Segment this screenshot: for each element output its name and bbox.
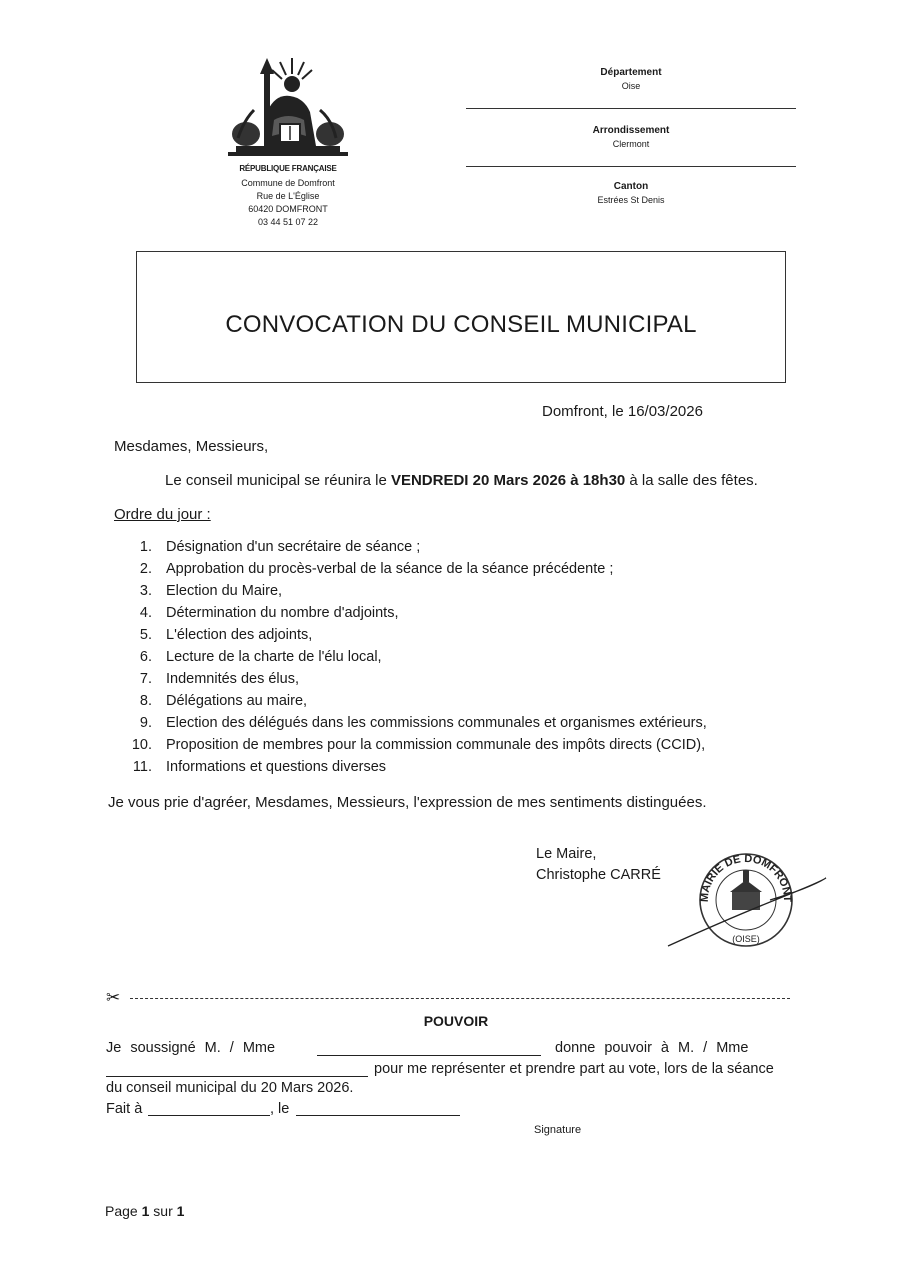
canton-label: Canton [613, 181, 649, 192]
divider-line [466, 166, 796, 167]
agenda-item-number: 5. [139, 627, 152, 643]
date-blank[interactable] [296, 1101, 460, 1116]
intro-text-before: Le conseil municipal se réunira le [165, 472, 391, 489]
scissors-icon: ✂ [106, 988, 121, 1007]
marianne-emblem [224, 50, 352, 162]
agenda-item: Approbation du procès-verbal de la séance de la séance précédente ; [166, 561, 614, 577]
address-line-phone: 03 44 51 07 22 [257, 217, 319, 227]
agenda-heading: Ordre du jour : [114, 506, 211, 523]
agenda-item: Délégations au maire, [166, 693, 308, 709]
agenda-item: Proposition de membres pour la commission communale des impôts directs (CCID), [166, 737, 706, 753]
agenda-item-number: 6. [139, 649, 152, 665]
mairie-stamp [660, 848, 840, 954]
agenda-item: L'élection des adjoints, [166, 627, 313, 643]
page-indicator [105, 1203, 184, 1219]
pouvoir-line1-end: donne pouvoir à M. / Mme [555, 1040, 749, 1056]
agenda-item-number: 2. [139, 561, 152, 577]
divider-line [466, 108, 796, 109]
address-line-postcode: 60420 DOMFRONT [248, 204, 328, 214]
republique-francaise-label: RÉPUBLIQUE FRANÇAISE [239, 164, 337, 173]
agenda-item-number: 10. [131, 737, 152, 753]
agenda-item-number: 1. [139, 539, 152, 555]
page-total: 1 [176, 1203, 185, 1219]
agenda-item: Détermination du nombre d'adjoints, [166, 605, 399, 621]
mandant-name-blank[interactable] [317, 1041, 541, 1056]
signatory-role: Le Maire, [536, 846, 597, 862]
page-number: 1 [141, 1203, 150, 1219]
closing-formula: Je vous prie d'agréer, Mesdames, Messieurs, l'expression de mes sentiments distinguées. [108, 794, 707, 811]
intro-text-after: à la salle des fêtes. [625, 472, 758, 489]
signature-label: Signature [534, 1124, 582, 1136]
agenda-item-number: 8. [139, 693, 152, 709]
agenda-item-number: 7. [139, 671, 152, 687]
agenda-item: Election des délégués dans les commissions communales et organismes extérieurs, [166, 715, 707, 731]
signatory-name: Christophe CARRÉ [536, 867, 661, 883]
place-blank[interactable] [148, 1101, 270, 1116]
stamp-text-bottom: (OISE) [732, 934, 760, 944]
agenda-item: Indemnités des élus, [166, 671, 299, 687]
agenda-item-number: 11. [132, 759, 152, 775]
pouvoir-line1-start: Je soussigné M. / Mme [106, 1040, 276, 1056]
meeting-date: VENDREDI 20 Mars 2026 à 18h30 [390, 472, 626, 489]
date-le-label: , le [270, 1101, 290, 1117]
page-title: CONVOCATION DU CONSEIL MUNICIPAL [225, 311, 697, 338]
agenda-item-number: 9. [139, 715, 152, 731]
agenda-item: Désignation d'un secrétaire de séance ; [166, 539, 421, 555]
address-line-commune: Commune de Domfront [241, 178, 335, 188]
agenda-item-number: 3. [139, 583, 152, 599]
agenda-item-number: 4. [139, 605, 152, 621]
cut-line [130, 998, 790, 999]
arrondissement-value: Clermont [612, 139, 650, 149]
date-line: Domfront, le 16/03/2026 [542, 403, 703, 420]
pouvoir-line2: pour me représenter et prendre part au vote, lors de la séance [374, 1061, 774, 1077]
agenda-item: Lecture de la charte de l'élu local, [166, 649, 382, 665]
address-line-street: Rue de L'Église [256, 191, 320, 201]
departement-label: Département [600, 67, 662, 78]
stamp-text-top: MAIRIE DE DOMFRONT [698, 852, 794, 903]
page-word: Page [105, 1203, 138, 1219]
arrondissement-label: Arrondissement [592, 125, 670, 136]
intro-paragraph [165, 472, 758, 489]
pouvoir-line3: du conseil municipal du 20 Mars 2026. [106, 1080, 354, 1096]
canton-value: Estrées St Denis [597, 195, 665, 205]
salutation: Mesdames, Messieurs, [114, 438, 269, 455]
pouvoir-title: POUVOIR [423, 1013, 489, 1029]
mandataire-name-blank[interactable] [106, 1062, 368, 1077]
departement-value: Oise [621, 81, 641, 91]
agenda-item: Informations et questions diverses [166, 759, 387, 775]
agenda-item: Election du Maire, [166, 583, 283, 599]
fait-a-label: Fait à [106, 1101, 143, 1117]
page-of-word: sur [153, 1203, 173, 1219]
